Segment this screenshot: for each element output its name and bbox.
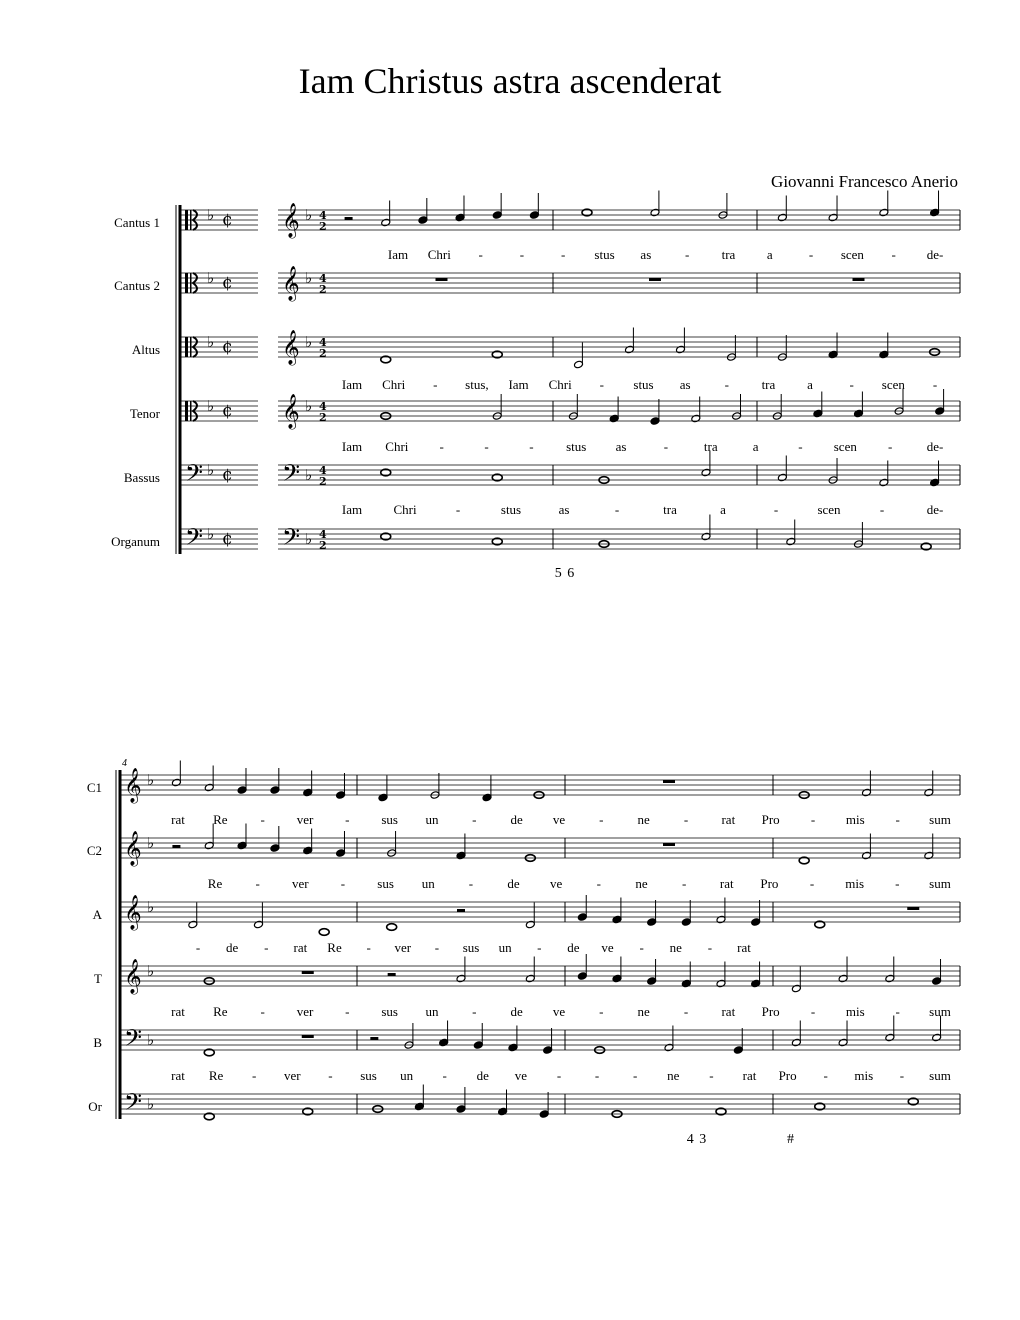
c-clef <box>190 273 192 293</box>
lyric-syllable: - <box>599 1004 604 1019</box>
lyric-syllable: ver <box>296 812 314 827</box>
lyric-syllable: mis <box>845 876 865 891</box>
lyric-syllable: - <box>472 1004 477 1019</box>
lyric-syllable: a <box>807 377 813 392</box>
lyric-syllable: - <box>478 247 483 262</box>
lyric-syllable: mis <box>845 812 865 827</box>
lyric-syllable: - <box>328 1068 333 1083</box>
lyric-syllable: - <box>709 1068 714 1083</box>
treble-clef: 𝄞 <box>124 831 142 866</box>
lyric-syllable: Chri <box>382 377 406 392</box>
lyric-syllable: Pro <box>760 876 779 891</box>
lyric-syllable: - <box>195 940 201 955</box>
treble-clef: 𝄞 <box>124 768 142 803</box>
bass-clef: 𝄢 <box>185 459 204 492</box>
flat-sign: ♭ <box>147 1031 155 1049</box>
lyric-syllable: - <box>899 1068 905 1083</box>
bass-clef: 𝄢 <box>124 1024 143 1057</box>
lyric-syllable: rat <box>721 812 736 827</box>
whole-note <box>387 924 397 931</box>
lyric-syllable: - <box>345 812 350 827</box>
flat-sign: ♭ <box>207 206 215 224</box>
lyric-syllable: Iam <box>341 439 363 454</box>
lyric-syllable: un <box>400 1068 414 1083</box>
lyric-syllable: - <box>434 940 440 955</box>
lyric-syllable: - <box>798 439 803 454</box>
lyric-syllable: a <box>720 502 726 517</box>
flat-sign: ♭ <box>207 269 215 287</box>
lyric-syllable: - <box>260 1004 265 1019</box>
treble-clef: 𝄞 <box>282 203 300 238</box>
lyric-syllable: Chri <box>427 247 451 262</box>
lyric-syllable: - <box>707 940 713 955</box>
part-label: B <box>93 1035 102 1050</box>
lyric-syllable: - <box>809 876 815 891</box>
lyric-syllable: Iam <box>341 502 363 517</box>
lyric-syllable: - <box>439 439 444 454</box>
lyric-syllable: Iam <box>341 377 363 392</box>
score-title: Iam Christus astra ascenderat <box>298 61 722 101</box>
time-signature: 2 <box>319 475 327 488</box>
lyric-syllable: - <box>468 876 474 891</box>
whole-rest <box>302 1035 314 1038</box>
lyric-syllable: - <box>887 439 893 454</box>
lyric-syllable: un <box>421 876 435 891</box>
lyric-syllable: ve <box>550 876 563 891</box>
c-clef <box>190 337 192 357</box>
lyric-syllable: scen <box>817 502 841 517</box>
lyric-syllable: ve <box>514 1068 528 1083</box>
lyric-syllable: - <box>932 377 938 392</box>
flat-sign: ♭ <box>305 397 313 415</box>
treble-clef: 𝄞 <box>124 959 142 994</box>
lyric-syllable: - <box>599 377 605 392</box>
lyric-syllable: - <box>252 1068 257 1083</box>
half-rest <box>457 909 465 912</box>
lyric-syllable: - <box>810 1004 816 1019</box>
lyric-syllable: - <box>484 439 489 454</box>
lyric-syllable: - <box>556 1068 562 1083</box>
lyric-syllable: - <box>823 1068 828 1083</box>
lyric-syllable: un <box>498 940 512 955</box>
lyric-syllable: Chri <box>393 502 417 517</box>
lyric-syllable: Pro <box>761 1004 780 1019</box>
flat-sign: ♭ <box>147 898 155 916</box>
lyric-syllable: a <box>752 439 759 454</box>
figured-bass: 4 3 <box>686 1132 708 1147</box>
lyric-syllable: - <box>724 377 729 392</box>
lyric-syllable: rat <box>171 1004 185 1019</box>
time-signature: 4 <box>319 400 327 413</box>
lyric-syllable: - <box>849 377 854 392</box>
lyric-syllable: mis <box>854 1068 874 1083</box>
part-label: Cantus 2 <box>114 278 160 293</box>
whole-rest <box>907 907 919 910</box>
lyric-syllable: - <box>879 502 885 517</box>
whole-rest <box>302 971 314 974</box>
lyric-syllable: sus <box>381 1004 398 1019</box>
whole-note <box>319 929 329 936</box>
lyric-syllable: - <box>683 812 689 827</box>
time-signature: ¢ <box>222 210 233 230</box>
time-signature: ¢ <box>222 529 233 549</box>
treble-clef: 𝄞 <box>282 266 300 301</box>
flat-sign: ♭ <box>207 525 215 543</box>
lyric-syllable: de- <box>926 502 944 517</box>
flat-sign: ♭ <box>305 333 313 351</box>
lyric-syllable: - <box>684 247 690 262</box>
lyric-syllable: - <box>681 876 687 891</box>
lyric-syllable: - <box>345 1004 350 1019</box>
lyric-syllable: de <box>510 812 523 827</box>
part-label: Cantus 1 <box>114 215 160 230</box>
c-clef <box>185 401 188 421</box>
part-label: Or <box>88 1099 102 1114</box>
lyric-syllable: as <box>615 439 627 454</box>
lyric-syllable: de <box>510 1004 523 1019</box>
flat-sign: ♭ <box>147 1095 155 1113</box>
whole-rest <box>649 278 661 281</box>
lyric-syllable: Re <box>213 812 228 827</box>
lyric-syllable: ne <box>669 940 682 955</box>
lyric-syllable: de <box>225 940 239 955</box>
whole-rest <box>436 278 448 281</box>
half-rest <box>345 217 353 220</box>
lyric-syllable: Iam <box>387 247 409 262</box>
flat-sign: ♭ <box>305 206 313 224</box>
lyric-syllable: un <box>425 812 439 827</box>
lyric-syllable: tra <box>761 377 776 392</box>
part-label: Tenor <box>129 406 160 421</box>
flat-sign: ♭ <box>305 530 313 548</box>
time-signature: 4 <box>319 336 327 349</box>
lyric-syllable: de- <box>926 439 944 454</box>
lyric-syllable: rat <box>742 1068 757 1083</box>
lyric-syllable: tra <box>663 502 677 517</box>
time-signature: ¢ <box>222 465 233 485</box>
lyric-syllable: as <box>679 377 691 392</box>
flat-sign: ♭ <box>207 333 215 351</box>
time-signature: 2 <box>319 347 327 360</box>
whole-rest <box>853 278 865 281</box>
part-label: Organum <box>111 534 160 549</box>
lyric-syllable: scen <box>833 439 857 454</box>
lyric-syllable: as <box>558 502 570 517</box>
lyric-syllable: - <box>537 940 542 955</box>
lyric-syllable: Re <box>208 1068 224 1083</box>
lyric-syllable: - <box>639 940 644 955</box>
c-clef <box>185 210 188 230</box>
lyric-syllable: a <box>766 247 773 262</box>
part-label: C2 <box>86 843 102 858</box>
time-signature: 2 <box>319 220 327 233</box>
lyric-syllable: tra <box>703 439 718 454</box>
lyric-syllable: stus <box>633 377 654 392</box>
lyric-syllable: - <box>529 439 534 454</box>
flat-sign: ♭ <box>207 461 215 479</box>
lyric-syllable: rat <box>171 812 185 827</box>
part-label: Bassus <box>123 470 160 485</box>
treble-clef: 𝄞 <box>282 394 300 429</box>
lyric-syllable: sus <box>462 940 480 955</box>
lyric-syllable: - <box>596 876 601 891</box>
time-signature: 4 <box>319 464 327 477</box>
lyric-syllable: ver <box>394 940 412 955</box>
lyric-syllable: stus, <box>465 377 489 392</box>
bass-clef: 𝄢 <box>185 523 204 556</box>
half-rest <box>172 845 180 848</box>
lyric-syllable: Chri <box>385 439 409 454</box>
time-signature: ¢ <box>222 401 233 421</box>
lyric-syllable: - <box>366 940 371 955</box>
lyric-syllable: - <box>599 812 604 827</box>
lyric-syllable: - <box>340 876 346 891</box>
lyric-syllable: rat <box>293 940 308 955</box>
lyric-syllable: sus <box>377 876 394 891</box>
part-label: A <box>92 907 102 922</box>
half-rest <box>370 1037 378 1040</box>
lyric-syllable: - <box>895 876 900 891</box>
bass-clef: 𝄢 <box>282 459 301 492</box>
flat-sign: ♭ <box>147 771 155 789</box>
lyric-syllable: stus <box>566 439 587 454</box>
lyric-syllable: - <box>891 247 896 262</box>
lyric-syllable: sus <box>381 812 398 827</box>
whole-rest <box>663 843 675 846</box>
c-clef <box>190 210 192 230</box>
lyric-syllable: - <box>663 439 669 454</box>
lyric-syllable: ver <box>291 876 309 891</box>
part-label: C1 <box>86 780 102 795</box>
lyric-syllable: scen <box>840 247 864 262</box>
flat-sign: ♭ <box>305 269 313 287</box>
lyric-syllable: - <box>895 812 900 827</box>
lyric-syllable: sum <box>929 1068 951 1083</box>
lyric-syllable: as <box>640 247 652 262</box>
time-signature: 4 <box>319 272 327 285</box>
lyric-syllable: rat <box>171 1068 185 1083</box>
figured-bass: # <box>787 1132 795 1147</box>
time-signature: ¢ <box>222 273 233 293</box>
lyric-syllable: de <box>567 940 580 955</box>
lyric-syllable: - <box>260 812 265 827</box>
lyric-syllable: un <box>425 1004 439 1019</box>
lyric-syllable: rat <box>737 940 751 955</box>
lyric-syllable: de- <box>926 247 944 262</box>
composer-name: Giovanni Francesco Anerio <box>771 172 958 191</box>
lyric-syllable: ve <box>601 940 614 955</box>
whole-rest <box>663 780 675 783</box>
lyric-syllable: - <box>773 502 779 517</box>
figured-bass: 5 6 <box>554 566 576 581</box>
lyric-syllable: mis <box>845 1004 865 1019</box>
lyric-syllable: sum <box>929 812 951 827</box>
lyric-syllable: Pro <box>761 812 780 827</box>
lyric-syllable: Chri <box>548 377 572 392</box>
bass-clef: 𝄢 <box>282 523 301 556</box>
lyric-syllable: - <box>455 502 461 517</box>
lyric-syllable: - <box>808 247 814 262</box>
lyric-syllable: - <box>594 1068 600 1083</box>
time-signature: 2 <box>319 411 327 424</box>
lyric-syllable: tra <box>721 247 736 262</box>
lyric-syllable: Iam <box>508 377 529 392</box>
lyric-syllable: Re <box>213 1004 228 1019</box>
lyric-syllable: - <box>633 1068 638 1083</box>
lyric-syllable: Re <box>327 940 342 955</box>
lyric-syllable: de <box>476 1068 489 1083</box>
lyric-syllable: - <box>519 247 525 262</box>
lyric-syllable: ne <box>637 1004 650 1019</box>
time-signature: ¢ <box>222 337 233 357</box>
measure-number: 4 <box>122 758 127 769</box>
flat-sign: ♭ <box>147 834 155 852</box>
treble-clef: 𝄞 <box>124 895 142 930</box>
lyric-syllable: - <box>683 1004 689 1019</box>
lyric-syllable: ne <box>635 876 648 891</box>
flat-sign: ♭ <box>207 397 215 415</box>
lyric-syllable: - <box>895 1004 900 1019</box>
lyric-syllable: - <box>264 940 269 955</box>
bass-clef: 𝄢 <box>124 1088 143 1121</box>
lyric-syllable: stus <box>500 502 522 517</box>
lyric-syllable: ne <box>667 1068 680 1083</box>
lyric-syllable: sum <box>929 876 951 891</box>
lyric-syllable: scen <box>881 377 905 392</box>
c-clef <box>185 337 188 357</box>
time-signature: 2 <box>319 539 327 552</box>
lyric-syllable: - <box>255 876 260 891</box>
half-rest <box>388 973 396 976</box>
lyric-syllable: - <box>442 1068 447 1083</box>
time-signature: 4 <box>319 209 327 222</box>
time-signature: 2 <box>319 283 327 296</box>
lyric-syllable: sus <box>360 1068 377 1083</box>
part-label: T <box>94 971 102 986</box>
c-clef <box>185 273 188 293</box>
lyric-syllable: - <box>433 377 438 392</box>
lyric-syllable: ve <box>552 812 566 827</box>
lyric-syllable: ne <box>637 812 650 827</box>
lyric-syllable: rat <box>719 876 734 891</box>
treble-clef: 𝄞 <box>282 330 300 365</box>
flat-sign: ♭ <box>147 962 155 980</box>
lyric-syllable: - <box>472 812 477 827</box>
lyric-syllable: - <box>561 247 566 262</box>
lyric-syllable: Re <box>207 876 223 891</box>
lyric-syllable: ve <box>552 1004 566 1019</box>
lyric-syllable: stus <box>594 247 615 262</box>
lyric-syllable: rat <box>721 1004 736 1019</box>
lyric-syllable: sum <box>929 1004 951 1019</box>
c-clef <box>190 401 192 421</box>
lyric-syllable: Pro <box>778 1068 797 1083</box>
time-signature: 4 <box>319 528 327 541</box>
lyric-syllable: ver <box>283 1068 301 1083</box>
lyric-syllable: - <box>810 812 816 827</box>
flat-sign: ♭ <box>305 466 313 484</box>
lyric-syllable: - <box>614 502 620 517</box>
lyric-syllable: ver <box>296 1004 314 1019</box>
part-label: Altus <box>131 342 160 357</box>
lyric-syllable: de <box>507 876 520 891</box>
